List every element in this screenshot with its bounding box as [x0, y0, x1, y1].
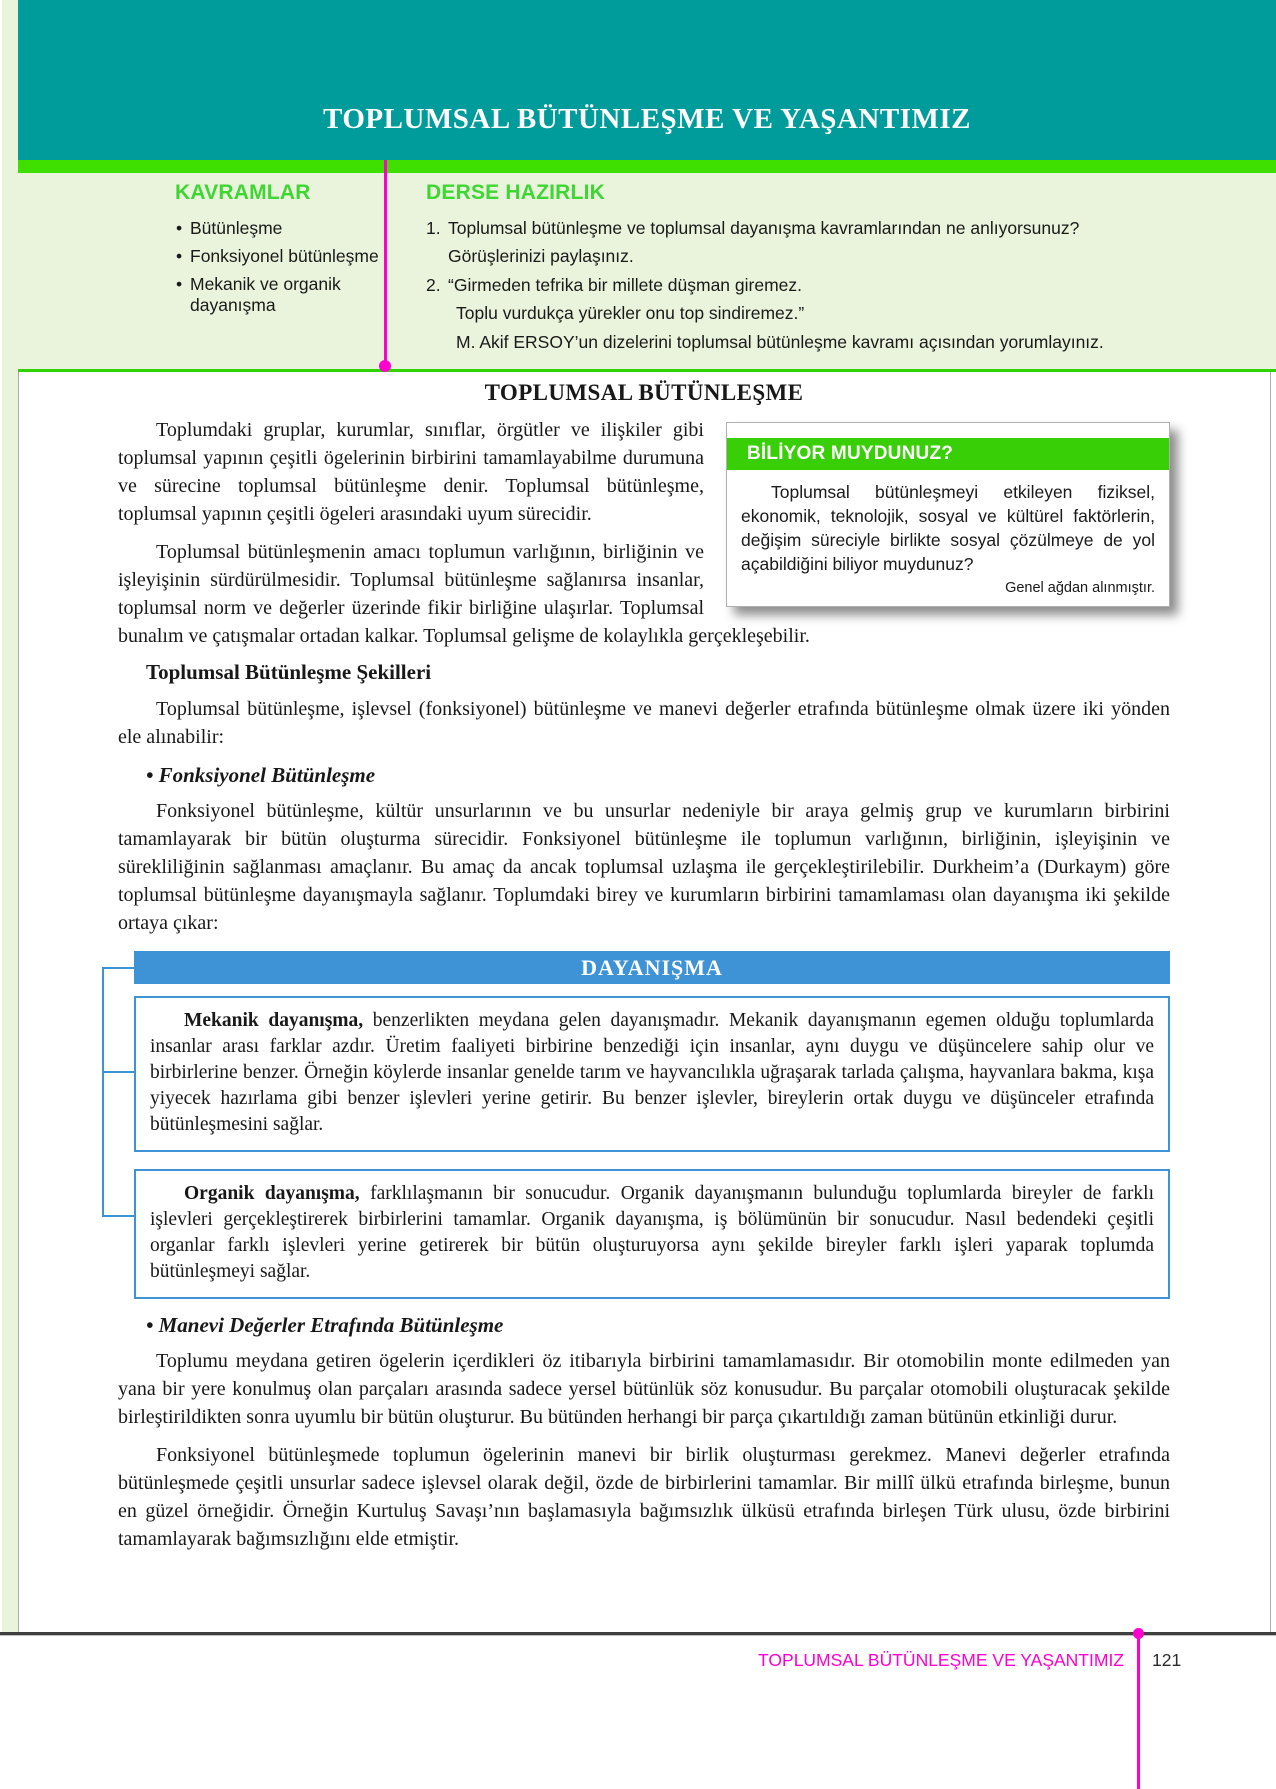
footer-chapter-title: TOPLUMSAL BÜTÜNLEŞME VE YAŞANTIMIZ [758, 1650, 1124, 1670]
footer-separator-dot [1133, 1628, 1144, 1639]
subheading-bütünleşme-şekilleri: Toplumsal Bütünleşme Şekilleri [146, 660, 432, 684]
main-content-area [18, 372, 1271, 1632]
derse-item-2-instruction: M. Akif ERSOY’un dizelerini toplumsal bütünleşme kavramı açısından yorumlayınız. [456, 332, 1104, 352]
derse-item-1 [426, 218, 1271, 239]
chapter-header-band [18, 0, 1276, 160]
mekanik-body: benzerlikten meydana gelen dayanışmadır. Mekanik dayanışmanın egemen olduğu toplumlarda insanlar arası farklar azdır. Üretim faaliyeti birbirine benzediği için insanlar, aynı duygu ve düşüncelere sahip olur ve birbirlerine benzer. Örneğin köylerde insanlar genelde tarım ve hayvancılıkla uğraşarak tarlada çalışma, hayvanlara bakma, kışa yiyecek hazırlama gibi benzer işlevleri yerine getirir. Bu benzer işlevler, bireylerin ortak duygu ve düşünceler etrafında bütünleşmesini sağlar. [150, 1010, 1154, 1135]
bracket-line-bottom [102, 1215, 134, 1217]
kavramlar-item-label: Bütünleşme [190, 218, 283, 238]
bracket-line-vertical [102, 967, 104, 1217]
did-you-know-source: Genel ağdan alınmıştır. [1005, 580, 1155, 596]
paragraph-6: Fonksiyonel bütünleşmede toplumun ögelerinin manevi bir birlik oluşturması gerekmez. Manevi değerler etrafında bütünleşmede çeşitli unsurlar sadece işlevsel olarak değil, özde de birbirlerini tamamlar. Bir millî ülkü etrafında birleşme, bunun en güzel örneğidir. Örneğin Kurtuluş Savaşı’nın başlamasıyla bağımsızlık ülküsü etrafında birleşen Türk ulusu, özde birbirini tamamlayarak bağımsızlığını elde etmiştir. [118, 1444, 1170, 1550]
header-accent-strip [18, 160, 1276, 173]
derse-item-2 [426, 275, 1271, 296]
organik-lead: Organik dayanışma, [184, 1183, 360, 1204]
footer-page-number: 121 [1152, 1650, 1182, 1670]
kavramlar-item-label: Mekanik ve organik dayanışma [190, 274, 341, 315]
section-title: TOPLUMSAL BÜTÜNLEŞME [484, 380, 804, 405]
organik-dayanisma-box [134, 1169, 1170, 1299]
bullet-fonksiyonel-bütünleşme: • Fonksiyonel Bütünleşme [146, 763, 376, 787]
footer-separator-line [1137, 1633, 1140, 1789]
mekanik-lead: Mekanik dayanışma, [184, 1010, 364, 1031]
bullet-glyph: • [176, 218, 183, 238]
separator-dot [379, 360, 391, 372]
kavramlar-item [175, 274, 410, 316]
bracket-line-top [102, 967, 134, 969]
derse-hazirlik-column [426, 181, 1271, 361]
kavramlar-item-label: Fonksiyonel bütünleşme [190, 246, 379, 266]
kavramlar-column [175, 181, 410, 323]
derse-hazirlik-heading: DERSE HAZIRLIK [426, 181, 605, 204]
page-bottom-rule-shadow [0, 1635, 1276, 1636]
organik-body: farklılaşmanın bir sonucudur. Organik dayanışmanın bulunduğu toplumlarda bireyler de farklı işlevleri gerçekleştirerek birbirlerini tamamlar. Organik dayanışma, iş bölümünün bir sonucudur. Nasıl bedendeki çeşitli organlar farklı işlevleri yerine getirerek bir bütün oluşturuyorsa aynı şekilde bireyler farklı işleri yaparak toplumda bütünleşmeyi sağlar. [150, 1183, 1154, 1282]
derse-item-text: Toplumsal bütünleşme ve toplumsal dayanışma kavramlarından ne anlıyorsunuz? [448, 218, 1080, 238]
paragraph-1: Toplumdaki gruplar, kurumlar, sınıflar, örgütler ve ilişkiler gibi toplumsal yapının çeşitli ögelerinin birbirini tamamlayabilme durumuna ve sürecine toplumsal bütünleşme denir. Toplumsal bütünleşme, toplumsal yapının çeşitli ögeleri arasındaki uyum sürecidir. [118, 419, 704, 525]
derse-item-number: 1. [426, 218, 441, 238]
bullet-glyph: • [176, 246, 183, 266]
did-you-know-body: Toplumsal bütünleşmeyi etkileyen fiziksel, ekonomik, teknolojik, sosyal ve kültürel faktörlerin, değişim süreciyle birlikte sosyal çözülmeye de yol açabildiğini biliyor muydunuz? [741, 482, 1155, 574]
bullet-manevi-değerler: • Manevi Değerler Etrafında Bütünleşme [146, 1313, 504, 1337]
lesson-prep-panel [18, 173, 1276, 369]
page-left-margin-strip [2, 0, 18, 1633]
did-you-know-header: BİLİYOR MUYDUNUZ? [727, 438, 1169, 470]
derse-item-1-cont: Görüşlerinizi paylaşınız. [448, 246, 634, 266]
kavramlar-item [175, 246, 410, 267]
did-you-know-box [726, 422, 1170, 607]
derse-item-2-verse: Toplu vurdukça yürekler onu top sindiremez.” [456, 303, 805, 323]
paragraph-5: Toplumu meydana getiren ögelerin içerdikleri öz itibarıyla birbirini tamamlamasıdır. Bir otomobilin monte edilmeden yan yana bir yere konulmuş olan parçaları arasında sadece yersel bütünlük söz konusudur. Bu parçalar otomobili oluşturacak şekilde birleştirildikten sonra uyumlu bir bütün oluşturur. Bu bütünden herhangi bir parça çıkartıldığı zaman bütünün etkinliği durur. [118, 1350, 1170, 1428]
paragraph-3: Toplumsal bütünleşme, işlevsel (fonksiyonel) bütünleşme ve manevi değerler etrafında bütünleşme olmak üzere iki yönden ele alınabilir: [118, 698, 1170, 748]
chapter-title: TOPLUMSAL BÜTÜNLEŞME VE YAŞANTIMIZ [323, 103, 971, 135]
dayanisma-section [134, 951, 1170, 1299]
bullet-glyph: • [176, 274, 183, 294]
paragraph-2: Toplumsal bütünleşmenin amacı toplumun varlığının, birliğinin ve işleyişinin sürdürülmesidir. Toplumsal bütünleşme sağlanırsa insanlar, toplumsal norm ve değerler üzerinde fikir birliğine ulaşırlar. Toplumsal bunalım ve çatışmalar ortadan kalkar. Toplumsal gelişme de kolaylıkla gerçekleşebilir. [118, 541, 810, 647]
kavramlar-item [175, 218, 410, 239]
derse-item-number: 2. [426, 275, 441, 295]
dayanisma-title-bar: DAYANIŞMA [134, 951, 1170, 984]
mekanik-dayanisma-box [134, 996, 1170, 1152]
did-you-know-top-strip [727, 423, 1169, 438]
bracket-line-middle [102, 1071, 134, 1073]
panel-separator-line [384, 160, 387, 369]
kavramlar-heading: KAVRAMLAR [175, 181, 311, 204]
derse-item-text: “Girmeden tefrika bir millete düşman giremez. [448, 275, 803, 295]
paragraph-4: Fonksiyonel bütünleşme, kültür unsurlarının ve bu unsurlar nedeniyle bir araya gelmiş grup ve kurumların birbirini tamamlayarak bir bütün oluşturma sürecidir. Fonksiyonel bütünleşme ile toplumun varlığının, birliğinin, işleyişinin ve sürekliliğinin sağlanması amaçlanır. Bu amaç da ancak toplumsal uzlaşma ile gerçekleştirilebilir. Durkheim’a (Durkaym) göre toplumsal bütünleşme dayanışmayla sağlanır. Toplumdaki birey ve kurumların birbirini tamamlaması olan dayanışma iki şekilde ortaya çıkar: [118, 800, 1170, 934]
